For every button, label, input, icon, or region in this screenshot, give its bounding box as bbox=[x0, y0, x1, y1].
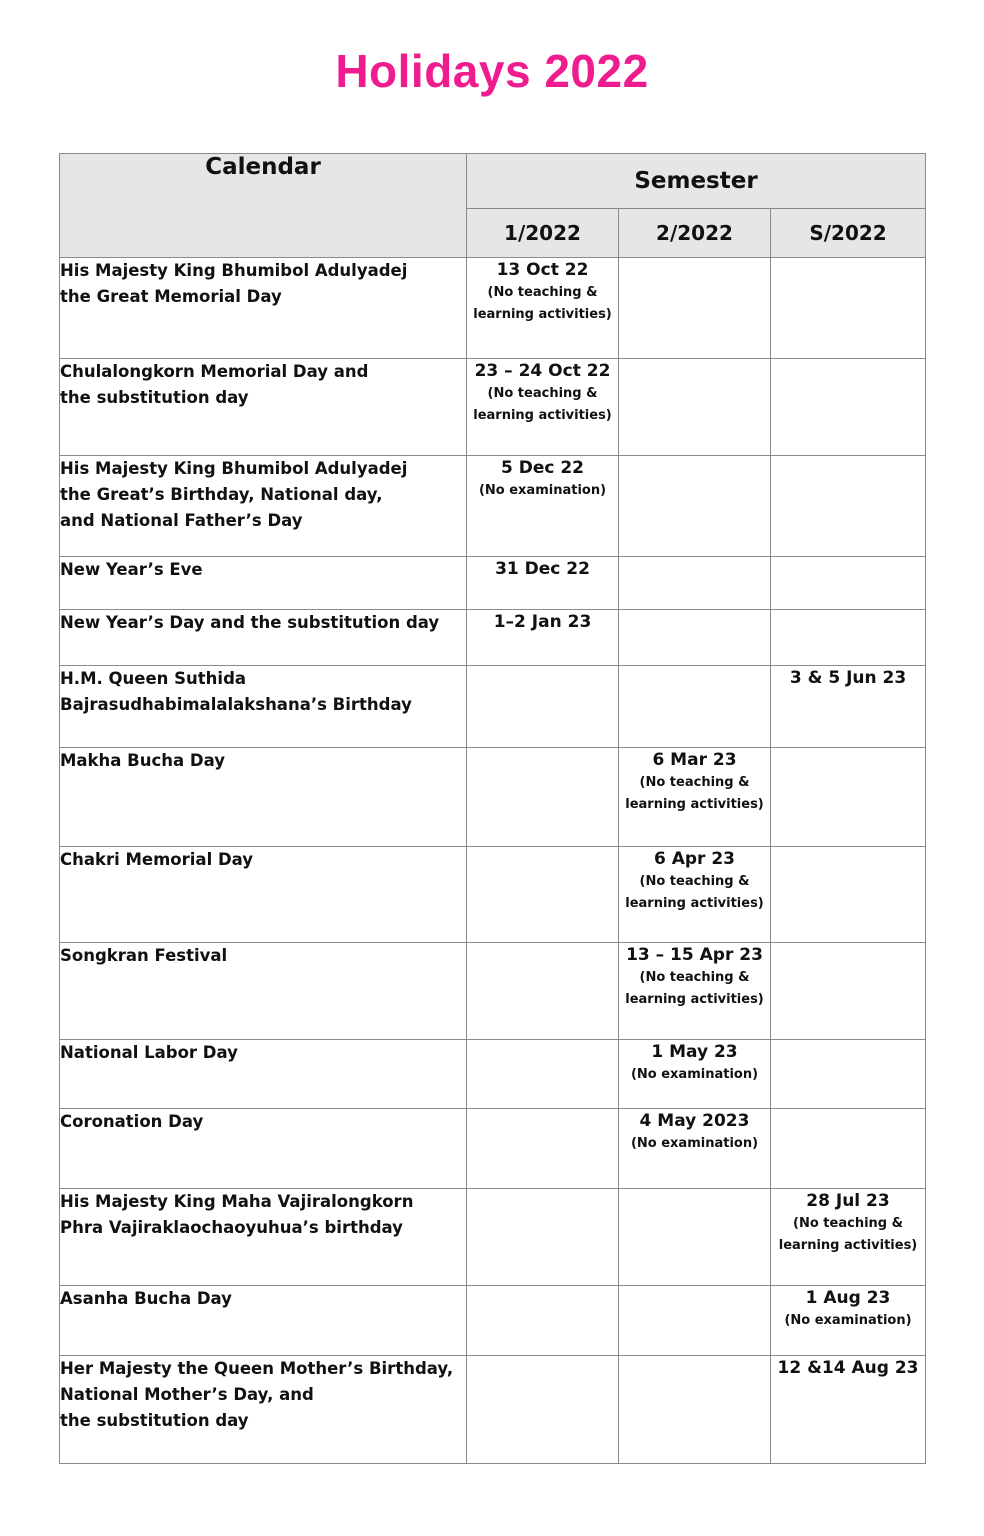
semester-cell-s2 bbox=[619, 1356, 771, 1464]
semester-1-header: 1/2022 bbox=[467, 209, 619, 258]
table-row bbox=[60, 456, 926, 557]
semester-cell-s2 bbox=[619, 258, 771, 359]
holiday-note: (No teaching & learning activities) bbox=[625, 775, 764, 812]
holiday-name: Songkran Festival bbox=[60, 943, 467, 1040]
semester-cell-s2 bbox=[619, 1286, 771, 1356]
semester-cell-s2 bbox=[619, 456, 771, 557]
table-row bbox=[60, 1040, 926, 1109]
holiday-note: (No teaching & learning activities) bbox=[778, 1216, 918, 1253]
holiday-date: 6 Mar 23 bbox=[652, 750, 737, 770]
semester-cell-s1 bbox=[467, 557, 619, 610]
table-row bbox=[60, 1286, 926, 1356]
semester-cell-s3 bbox=[771, 557, 926, 610]
page-title: Holidays 2022 bbox=[335, 45, 649, 97]
table-row bbox=[60, 943, 926, 1040]
holiday-note: (No teaching & learning activities) bbox=[625, 970, 764, 1007]
semester-cell-s1 bbox=[467, 610, 619, 666]
semester-cell-s1 bbox=[467, 1189, 619, 1286]
semester-cell-s3 bbox=[771, 943, 926, 1040]
holiday-note: (No examination) bbox=[784, 1313, 912, 1328]
semester-cell-s1 bbox=[467, 359, 619, 456]
holidays-table bbox=[59, 153, 926, 1464]
holiday-name: Makha Bucha Day bbox=[60, 748, 467, 847]
semester-cell-s2 bbox=[619, 666, 771, 748]
semester-cell-s3 bbox=[771, 1356, 926, 1464]
semester-cell-s1 bbox=[467, 456, 619, 557]
semester-cell-s2 bbox=[619, 359, 771, 456]
table-row bbox=[60, 666, 926, 748]
semester-cell-s2 bbox=[619, 943, 771, 1040]
holiday-name: His Majesty King Bhumibol Adulyadej the Great Memorial Day bbox=[60, 258, 467, 359]
semester-cell-s3 bbox=[771, 610, 926, 666]
holiday-note: (No teaching & learning activities) bbox=[625, 874, 764, 911]
holiday-note: (No examination) bbox=[630, 1136, 759, 1151]
semester-s-header: S/2022 bbox=[771, 209, 926, 258]
holiday-date: 28 Jul 23 bbox=[806, 1191, 890, 1211]
holiday-name: National Labor Day bbox=[60, 1040, 467, 1109]
holiday-name: Chakri Memorial Day bbox=[60, 847, 467, 943]
semester-cell-s1 bbox=[467, 1286, 619, 1356]
semester-cell-s2 bbox=[619, 1189, 771, 1286]
semester-cell-s2 bbox=[619, 1040, 771, 1109]
semester-header: Semester bbox=[467, 154, 926, 209]
table-row bbox=[60, 359, 926, 456]
holiday-name: Her Majesty the Queen Mother’s Birthday, National Mother’s Day, and the substitution day bbox=[60, 1356, 467, 1464]
holiday-date: 13 Oct 22 bbox=[496, 260, 589, 280]
semester-cell-s1 bbox=[467, 943, 619, 1040]
holiday-date: 1 May 23 bbox=[651, 1042, 738, 1062]
holiday-name: His Majesty King Bhumibol Adulyadej the Great’s Birthday, National day, and National Father’s Day bbox=[60, 456, 467, 557]
holiday-date: 3 & 5 Jun 23 bbox=[789, 668, 907, 688]
semester-cell-s3 bbox=[771, 456, 926, 557]
table-row bbox=[60, 748, 926, 847]
holiday-name: Coronation Day bbox=[60, 1109, 467, 1189]
semester-cell-s1 bbox=[467, 666, 619, 748]
holiday-date: 12 &14 Aug 23 bbox=[777, 1358, 919, 1378]
semester-cell-s3 bbox=[771, 1040, 926, 1109]
semester-cell-s3 bbox=[771, 1286, 926, 1356]
holiday-date: 4 May 2023 bbox=[639, 1111, 750, 1131]
holiday-date: 1–2 Jan 23 bbox=[493, 612, 592, 632]
semester-cell-s1 bbox=[467, 1040, 619, 1109]
table-row bbox=[60, 557, 926, 610]
holiday-rows bbox=[60, 258, 926, 1464]
semester-cell-s3 bbox=[771, 258, 926, 359]
table-row bbox=[60, 258, 926, 359]
table-row bbox=[60, 1189, 926, 1286]
table-row bbox=[60, 847, 926, 943]
semester-cell-s1 bbox=[467, 258, 619, 359]
holiday-note: (No teaching & learning activities) bbox=[473, 285, 612, 322]
holiday-note: (No examination) bbox=[478, 483, 607, 498]
semester-cell-s3 bbox=[771, 359, 926, 456]
semester-cell-s2 bbox=[619, 557, 771, 610]
semester-cell-s3 bbox=[771, 748, 926, 847]
holiday-date: 13 – 15 Apr 23 bbox=[626, 945, 763, 965]
semester-cell-s1 bbox=[467, 1356, 619, 1464]
holiday-date: 6 Apr 23 bbox=[653, 849, 736, 869]
calendar-header: Calendar bbox=[60, 154, 467, 258]
semester-2-header: 2/2022 bbox=[619, 209, 771, 258]
holiday-name: His Majesty King Maha Vajiralongkorn Phra Vajiraklaochaoyuhua’s birthday bbox=[60, 1189, 467, 1286]
holiday-name: New Year’s Day and the substitution day bbox=[60, 610, 467, 666]
semester-cell-s1 bbox=[467, 748, 619, 847]
semester-cell-s3 bbox=[771, 666, 926, 748]
semester-cell-s2 bbox=[619, 748, 771, 847]
holiday-note: (No teaching & learning activities) bbox=[473, 386, 612, 423]
holiday-date: 1 Aug 23 bbox=[805, 1288, 891, 1308]
semester-cell-s1 bbox=[467, 847, 619, 943]
table-row bbox=[60, 1356, 926, 1464]
semester-cell-s2 bbox=[619, 847, 771, 943]
holiday-name: New Year’s Eve bbox=[60, 557, 467, 610]
holiday-name: H.M. Queen Suthida Bajrasudhabimalalakshana’s Birthday bbox=[60, 666, 467, 748]
holiday-name: Asanha Bucha Day bbox=[60, 1286, 467, 1356]
semester-cell-s2 bbox=[619, 610, 771, 666]
holiday-note: (No examination) bbox=[630, 1067, 759, 1082]
table-row bbox=[60, 1109, 926, 1189]
semester-cell-s3 bbox=[771, 847, 926, 943]
semester-cell-s3 bbox=[771, 1109, 926, 1189]
holiday-date: 31 Dec 22 bbox=[495, 559, 590, 579]
holiday-name: Chulalongkorn Memorial Day and the substitution day bbox=[60, 359, 467, 456]
semester-cell-s2 bbox=[619, 1109, 771, 1189]
table-row bbox=[60, 610, 926, 666]
semester-cell-s3 bbox=[771, 1189, 926, 1286]
holiday-date: 23 – 24 Oct 22 bbox=[474, 361, 611, 381]
semester-cell-s1 bbox=[467, 1109, 619, 1189]
holiday-date: 5 Dec 22 bbox=[500, 458, 585, 478]
